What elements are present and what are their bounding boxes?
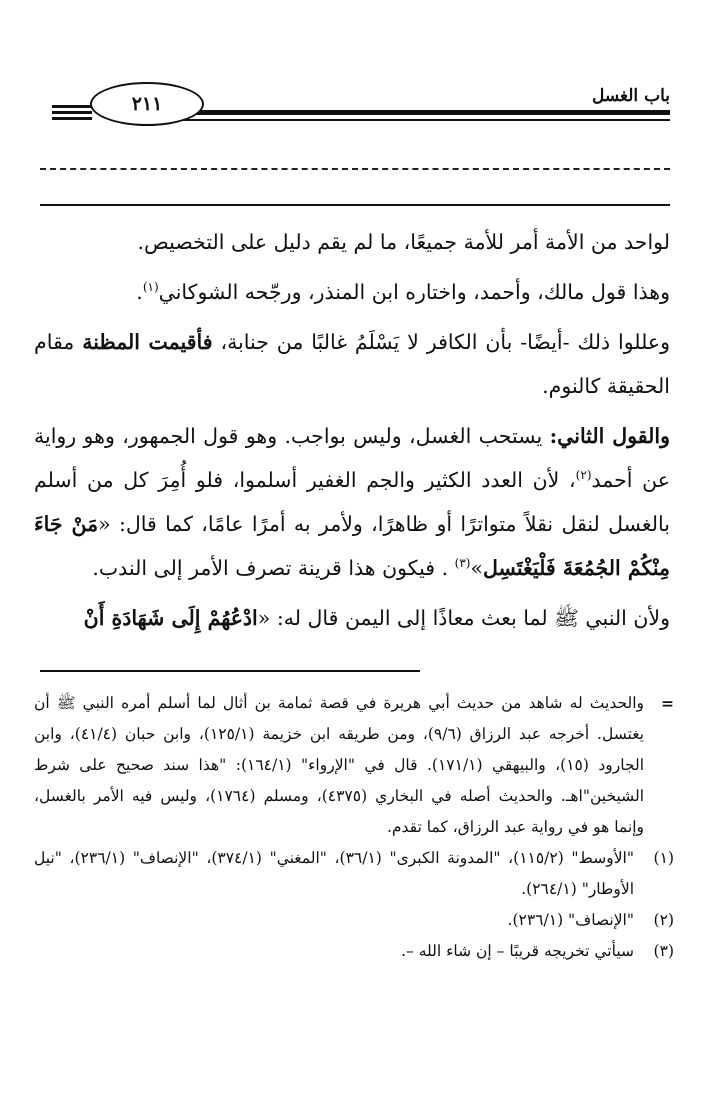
footnotes: [34, 688, 674, 967]
footnote-3: (٣) سيأتي تخريجه قريبًا – إن شاء الله –.: [34, 936, 674, 967]
dashed-separator: [40, 168, 670, 170]
footnote-number: (١): [653, 849, 674, 867]
hadith-quote: مَنْ جَاءَ مِنْكُمْ الجُمُعَةَ فَلْيَغْتَسِل: [34, 512, 670, 580]
running-title: باب الغسل: [592, 86, 670, 106]
second-opinion-heading: والقول الثاني:: [549, 424, 670, 448]
header-rule-left-1: [52, 105, 92, 108]
footnote-ref-2[interactable]: (٢): [575, 468, 592, 483]
footnote-separator: [40, 670, 420, 672]
footnote-continuation: = والحديث له شاهد من حديث أبي هريرة في قصة ثمامة بن أثال لما أسلم أمره النبي ﷺ أن يغتسل. أخرجه عبد الرزاق (٩/٦)، ومن طريقه ابن خزيمة (١٢٥/١)، وابن حبان (٤١/٤)، وابن الجارود (١٥)، والبيهقي (١٧١/١). قال في "الإرواء" (١٦٤/١): "هذا سند صحيح على شرط الشيخين"اهـ. والحديث أصله في البخاري (٤٣٧٥)، ومسلم (١٧٦٤)، وليس فيه الأمر بالغسل، وإنما هو في رواية عبد الرزاق، كما تقدم.: [34, 688, 674, 843]
footnote-ref-3[interactable]: (٣): [454, 556, 471, 571]
header-rule-left-3: [52, 117, 92, 120]
paragraph-5: ولأن النبي ﷺ لما بعث معاذًا إلى اليمن قال له: «ادْعُهُمْ إِلَى شَهَادَةِ أَنْ: [83, 606, 670, 630]
footnote-number: (٢): [653, 911, 674, 929]
footnote-number: (٣): [653, 942, 674, 960]
paragraph-1: لواحد من الأمة أمر للأمة جميعًا، ما لم يقم دليل على التخصيص.: [137, 230, 670, 254]
page-number: ٢١١: [131, 93, 163, 115]
paragraph-2: وهذا قول مالك، وأحمد، واختاره ابن المنذر، ورجّحه الشوكاني$^{(١)}$.: [136, 280, 670, 304]
top-rule: [40, 204, 670, 206]
header-rule-thick: [165, 110, 670, 115]
header-rule-left-2: [52, 111, 92, 114]
footnote-ref-1[interactable]: (١): [142, 280, 159, 295]
page-number-oval: [90, 82, 204, 126]
paragraph-4: والقول الثاني: يستحب الغسل، وليس بواجب. وهو قول الجمهور، وهو رواية عن أحمد$^{(٢)}$، لأن العدد الكثير والجم الغفير أسلموا، فلو أُمِرَ كل من أسلم بالغسل لنقل نقلاً متواترًا أو ظاهرًا، ولأمر به أمرًا عامًا، كما قال: «مَنْ جَاءَ مِنْكُمْ الجُمُعَةَ فَلْيَغْتَسِل»$^{(٣)}$ . فيكون هذا قرينة تصرف الأمر إلى الندب.: [34, 424, 671, 580]
header-rule-thin: [165, 119, 670, 121]
footnote-1: (١) "الأوسط" (١١٥/٢)، "المدونة الكبرى" (٣٦/١)، "المغني" (٣٧٤/١)، "الإنصاف" (٢٣٦/١)، "نيل الأوطار" (٢٦٤/١).: [34, 843, 674, 905]
footnote-2: (٢) "الإنصاف" (٢٣٦/١).: [34, 905, 674, 936]
paragraph-3: وعللوا ذلك -أيضًا- بأن الكافر لا يَسْلَمُ غالبًا من جنابة، فأقيمت المظنة مقام الحقيقة كالنوم.: [34, 330, 670, 398]
hadith-quote-2: ادْعُهُمْ إِلَى شَهَادَةِ أَنْ: [83, 606, 258, 630]
continuation-marker: =: [661, 694, 674, 713]
page-header: [40, 78, 670, 138]
body-text: [34, 220, 670, 646]
